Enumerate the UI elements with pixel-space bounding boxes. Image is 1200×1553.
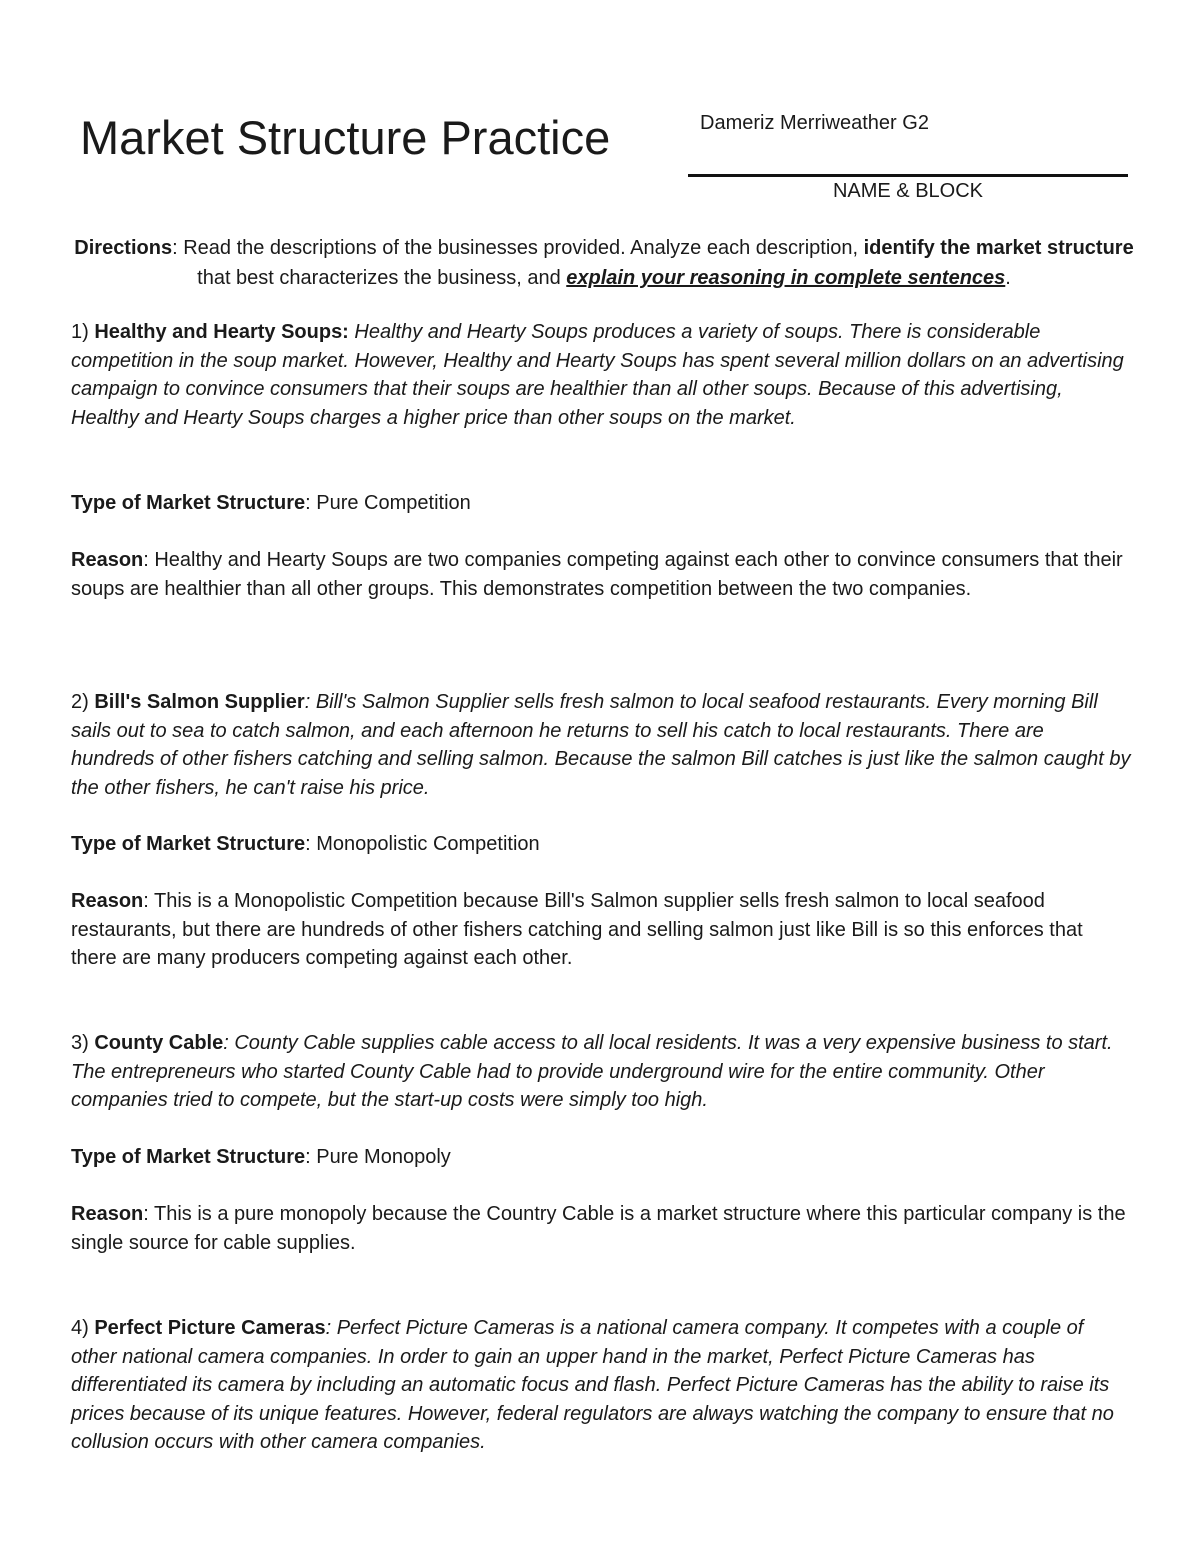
business-name: Perfect Picture Cameras — [94, 1317, 326, 1339]
business-description: : Bill's Salmon Supplier sells fresh salmon to local seafood restaurants. Every morning Bill sails out to sea to catch salmon, and each afternoon he returns to sell his catch to local restaurants. There are hundreds of other fishers catching and selling salmon. Because the salmon Bill catches is just like the salmon caught by the other fishers, he can't raise his price. — [71, 691, 1131, 799]
type-answer: : Monopolistic Competition — [305, 833, 540, 855]
reason-answer: : This is a pure monopoly because the Country Cable is a market structure where this particular company is the single source for cable supplies. — [71, 1203, 1126, 1254]
item-2-type — [71, 830, 1131, 859]
item-number: 1) — [71, 321, 95, 343]
reason-label: Reason — [71, 1203, 144, 1225]
type-label: Type of Market Structure — [71, 1146, 306, 1168]
item-1-type — [71, 489, 1131, 518]
reason-answer: : Healthy and Hearty Soups are two companies competing against each other to convince consumers that their soups are healthier than all other groups. This demonstrates competition between the two companies. — [71, 549, 1123, 600]
item-4-description — [71, 1314, 1131, 1457]
directions-text: : Read the descriptions of the businesses provided. Analyze each description, — [172, 237, 864, 259]
page-title: Market Structure Practice — [80, 111, 611, 164]
item-3-description — [71, 1029, 1131, 1115]
business-description: Healthy and Hearty Soups produces a variety of soups. There is considerable competition in the soup market. However, Healthy and Hearty Soups has spent several million dollars on an advertising campaign to convince consumers that their soups are healthier than all other soups. Because of this advertising, Healthy and Hearty Soups charges a higher price than other soups on the market. — [71, 321, 1124, 429]
business-description: : County Cable supplies cable access to all local residents. It was a very expensive business to start. The entrepreneurs who started County Cable had to provide underground wire for the entire community. Other companies tried to compete, but the start-up costs were simply too high. — [71, 1032, 1113, 1111]
directions-emphasis: identify the market structure — [863, 237, 1134, 259]
business-description: : Perfect Picture Cameras is a national camera company. It competes with a couple of other national camera companies. In order to gain an upper hand in the market, Perfect Picture Cameras has differentiated its camera by including an automatic focus and flash. Perfect Picture Cameras has the ability to raise its prices because of its unique features. However, federal regulators are always watching the company to ensure that no collusion occurs with other camera companies. — [71, 1317, 1114, 1453]
item-2-reason — [71, 887, 1131, 973]
business-name: County Cable — [94, 1032, 224, 1054]
business-name: Healthy and Hearty Soups: — [94, 321, 349, 343]
reason-label: Reason — [71, 549, 144, 571]
item-1-description — [71, 318, 1131, 432]
item-number: 4) — [71, 1317, 95, 1339]
directions — [72, 233, 1136, 293]
item-3-type — [71, 1143, 1131, 1172]
name-block-label: NAME & BLOCK — [832, 180, 984, 202]
type-label: Type of Market Structure — [71, 492, 306, 514]
directions-text: that best characterizes the business, and — [197, 267, 567, 289]
type-answer: : Pure Competition — [305, 492, 471, 514]
business-name: Bill's Salmon Supplier — [94, 691, 305, 713]
type-answer: : Pure Monopoly — [305, 1146, 451, 1168]
type-label: Type of Market Structure — [71, 833, 306, 855]
item-1-reason — [71, 546, 1131, 603]
item-3-reason — [71, 1200, 1131, 1257]
directions-instruction: explain your reasoning in complete sentences — [566, 267, 1006, 289]
reason-answer: : This is a Monopolistic Competition because Bill's Salmon supplier sells fresh salmon to local seafood restaurants, but there are hundreds of other fishers catching and selling salmon just like Bill is so this enforces that there are many producers competing against each other. — [71, 890, 1083, 969]
directions-text: . — [1005, 267, 1011, 289]
item-number: 2) — [71, 691, 95, 713]
item-number: 3) — [71, 1032, 95, 1054]
reason-label: Reason — [71, 890, 144, 912]
student-name: Dameriz Merriweather G2 — [700, 112, 929, 134]
name-underline — [688, 174, 1128, 177]
item-2-description — [71, 688, 1131, 802]
directions-label: Directions — [74, 237, 173, 259]
